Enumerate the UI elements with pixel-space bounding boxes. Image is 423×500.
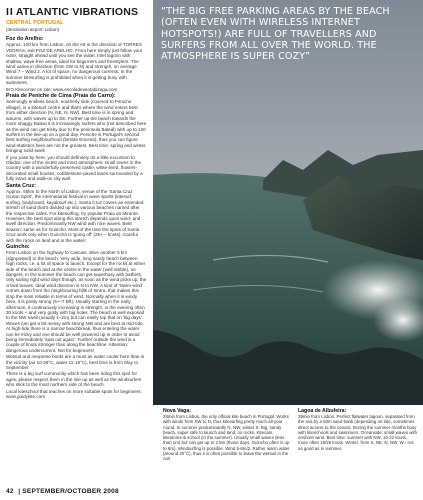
entry-peniche: [6, 93, 147, 182]
section-subtitle: CENTRAL PORTUGAL: [6, 20, 64, 26]
entry-paragraph: Local kiteschool that teaches on more suitable spots for beginners: www.guidykite.com: [6, 388, 142, 399]
section-title: [6, 6, 147, 18]
entry-paragraph: There is a big surf community which has been riding this spot for ages, please respect them in the line-up as well as the windsurfers who stick to the most northern side of the beach.: [6, 371, 142, 388]
caption-text: 28min from Lisbon, the only official kite beach in Portugal. Works with winds from SW to N, thus kitesurfing pretty much all-year round. In summer predominantly N, NW, winter S. Big, sandy beach, super safe to launch and land, no rocks. Kitecam, kitestores & school (in the summer). Usually small waves (less than 1m) but can get up to 2.5m (those days, Guincho often is up to 6m). Windsurfing is possible. Wind 5-6m/2. Rather warm water (around 20°C), thus it is often possible to leave the wetsuit in the car!: [163, 414, 290, 462]
destination-note: (destination airport: Lisbon): [6, 27, 60, 32]
footer-separator-icon: |: [18, 488, 23, 495]
entry-heading: Foz do Arelho:: [6, 36, 44, 42]
pull-quote: [153, 0, 423, 75]
caption-title: Lagoa de Albufeira:: [298, 408, 347, 414]
entry-paragraph: Approx. 100 km from Lisbon, on the A8 in the direction of TORRES VEDRAS, exit FOZ DE ARELHO. From here simply just follow your nose, straight ahead until you see the water. Inlet lagoon with shallow, wave-free areas, ideal for beginners and freestylers. The wind varies in direction (from SW to N) and strength, on average Wind 7 – Wind 2. A lot of space, no dangerous currents. In the summer kitesurfing is prohibited when it is getting busy with swimmers.: [6, 42, 143, 86]
article-column: [6, 6, 147, 472]
pull-quote-text: “THE BIG FREE PARKING AREAS BY THE BEACH (OFTEN EVEN WITH WIRELESS INTERNET HOTSPOTS!) ARE FULL OF TRAVELLERS AND SURFERS FROM ALL OVER THE WORLD. THE ATMOSPHERE IS SUPER COZY”: [161, 6, 390, 63]
entry-paragraph: If you pass by here, you should definitely do a little excursion to Obidos: one of the nicest and most atmospheric small towns in the country with a wonderfully preserved castle, white-lined, flowers-decorated small houses, cobblestone-paved lanes surrounded by a fully intact and walk-on city wall.: [6, 154, 143, 182]
entry-heading: Santa Cruz:: [6, 182, 36, 189]
entry-paragraph: Seemingly endless beach, southerly side (covered to Peniche village), is a kitesurf centre and that's where the wind enters best from either direction (N, NE, N, NW). Best time is in spring and autumn, with waves up to 3m. Further up the beach towards the more shaggy Baleal it is increasingly surfers who (not described here as the wind can get tricky due to the peninsula Baleal) with up to 160 surfers in the line-up on a good day. Peniche is Portugal's second best surfing neighbourhood (beside Ericeira), thus you can figure wind-statistics here are not the greatest. Best time: spring and winter, bringing solid swell.: [6, 99, 147, 154]
caption-nova-vaga: [163, 408, 293, 462]
caption-title: Nova Vaga:: [163, 408, 191, 414]
entry-paragraph: Approx. 65km to the North of Lisbon, venue of the 'Santa Cruz Ocean Spirit', the international festival in wave sports (kitesurf, surfing, bodyboard, kayaksurf etc.). Santa Cruz covers an extended stretch of sand that's divided up into various beaches named after the respective cafes. For kitesurfing, try popular Praia do Mirante. However, the best spot along this stretch depends upon wind- and swell direction. Predominantly NW wind with nice waves. Best season: same as for Guincho. Most of the time the spots of Santa Cruz work only when Guincho is 'going off' (25+ – knots). Careful with the rocks on land and in the water!: [6, 188, 144, 243]
entry-heading: Guincho:: [6, 244, 30, 251]
caption-lagoa-de-albufeira: [298, 408, 418, 451]
section-marker: II: [6, 6, 14, 18]
entry-paragraph: Wetsuit and neoprene boots are a must as water cooler here than in the vicinity (air 10-28°C, water 11-19°C), best time is from May to September.: [6, 354, 145, 370]
entry-santa-cruz: [6, 183, 147, 243]
entry-foz-do-arelho: [6, 36, 147, 92]
issue-date: SEPTEMBER/OCTOBER 2008: [22, 488, 119, 495]
page-number: 42: [6, 488, 14, 495]
entry-heading: Praia de Peniche de Cima (Praia do Carro):: [6, 93, 116, 100]
entry-paragraph: From Lisbon on the highway to Cascais, drive another 5 km (signposted) to the beach. Very wide, long sandy beach between high rocks, i.e. a lot of space to launch. Except for the rocks at either side of the beach and at the centre in the water (well visible), no dangers. In the summer the beach can get superbusy with bathers; only sailing right wind days though, as soon as the wind picks up, the crowd leaves. Ideal wind direction is N to NW. A kind of 'Swim-wind' comes down from the neighbouring hills of Sintra, that makes this stop the most reliable in terms of wind. Normally when it is windy here, it is pretty strong (5+–7 Bft). Usually starting in the early afternoon, it continuously increasing in strength, in the evening often 30 knots + and very gusty with big holes. The beach is well exposed to the NW swell (usually 1–2m) but can easily top that on 'big days'. Waves can get a bit messy with strong NW and are best at mid-tide. At high-tide there is a narrow beachbreak, thus entering the water can be tricky and one should be well powered up in order to avoid being immediately 'spat out again'. Further outside the wind is a couple of knots stronger than along the beachline. Attention: dangerous undercurrent. Not for beginners!: [6, 250, 147, 353]
entry-paragraph: IKO Kitecenter on site: www.escoladeventabizaga.com: [6, 86, 118, 92]
entry-guincho: [6, 244, 147, 399]
caption-text: 39min from Lisbon. Perfect flatwater lagoon, separated from the sea by a 50m sand bank (depending on tide, sometimes direct access to the ocean). During the summer months busy with kiteschools and swimmers. Oceanside: small waves with onshore wind. Best time: summer with NW, 10-22 knots, more often 18/26 knots. Winter: from S, NE, N, NW, W - not as good as in summer.: [298, 414, 418, 451]
photo-area: [153, 0, 423, 475]
section-title-text: ATLANTIC VIBRATIONS: [15, 6, 139, 18]
page-footer: [6, 480, 417, 495]
